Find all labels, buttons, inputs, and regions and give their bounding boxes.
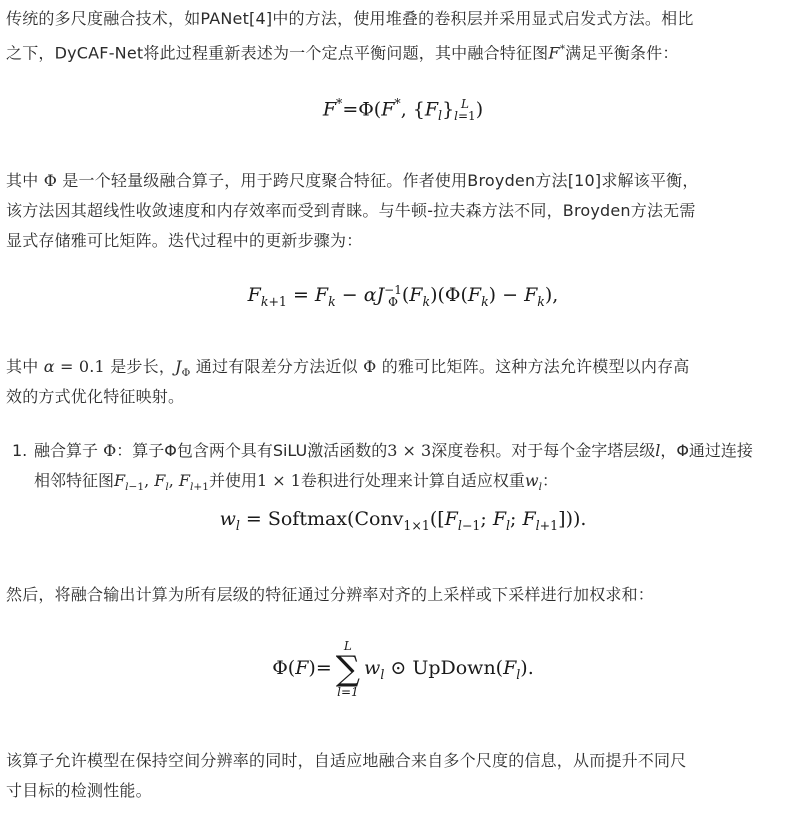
equation-weighted-sum: Φ(F)= L ∑ l=1 $w_l$ ⊙ $UpDown(F_l)$. bbox=[272, 639, 534, 699]
equation-update-step: $F_{k+1} = F_k - \alpha J$ −1 Φ $(F_k)(\Phi(F_k) - F_k)$, bbox=[247, 283, 559, 309]
paragraph-fusion-output-line-1: 然后，将融合输出计算为所有层级的特征通过分辨率对齐的上采样或下采样进行加权求和： bbox=[6, 585, 655, 604]
paragraph-broyden-line-2: 该方法因其超线性收敛速度和内存效率而受到青睐。与牛顿-拉夫森方法不同，Broyden方法无需 bbox=[6, 201, 696, 220]
paragraph-intro-line-1: 传统的多尺度融合技术，如PANet[4]中的方法，使用堆叠的卷积层并采用显式启发式方法。相比 bbox=[6, 9, 694, 28]
equation-equilibrium: F*=Φ(F*, $\{F_l\}$ L l=1 ) bbox=[322, 96, 484, 124]
paragraph-step-size-line-2: 效的方式优化特征映射。 bbox=[6, 387, 185, 406]
paragraph-broyden bbox=[6, 166, 798, 256]
list-item-number: 1. bbox=[12, 441, 28, 460]
paragraph-conclusion-line-2: 寸目标的检测性能。 bbox=[6, 781, 152, 800]
paragraph-intro bbox=[6, 4, 798, 64]
paragraph-step-size-line-1: 其中 α = 0.1 是步长，$J_\Phi$ 通过有限差分方法近似 Φ 的雅可比矩阵。这种方法允许模型以内存高 bbox=[6, 357, 690, 380]
list-item-line-1: 1. 融合算子 Φ：算子Φ包含两个具有SiLU激活函数的3 × 3深度卷积。对于每个金字塔层级l，Φ通过连接 bbox=[12, 436, 798, 466]
list-item-line-2: 相邻特征图$F_{l-1}$, $F_l$, $F_{l+1}$并使用1 × 1卷积进行处理来计算自适应权重$w_l$： bbox=[34, 471, 558, 494]
paragraph-fusion-output bbox=[6, 580, 798, 610]
paragraph-broyden-line-1: 其中 Φ 是一个轻量级融合算子，用于跨尺度聚合特征。作者使用Broyden方法[10]求解该平衡， bbox=[6, 171, 699, 190]
paragraph-intro-line-2: 之下，DyCAF-Net将此过程重新表述为一个定点平衡问题，其中融合特征图F*满足平衡条件： bbox=[6, 43, 679, 63]
paragraph-step-size bbox=[6, 352, 798, 412]
equation-softmax-weights: $w_l$ = $Softmax(Conv_{1\times 1}([F_{l-1}$; $F_l$; $F_{l+1}$])). bbox=[219, 508, 587, 533]
paragraph-conclusion bbox=[6, 746, 798, 806]
paragraph-broyden-line-3: 显式存储雅可比矩阵。迭代过程中的更新步骤为： bbox=[6, 231, 363, 250]
list-item-fusion-operator bbox=[12, 436, 798, 502]
paragraph-conclusion-line-1: 该算子允许模型在保持空间分辨率的同时，自适应地融合来自多个尺度的信息，从而提升不同尺 bbox=[6, 751, 687, 770]
